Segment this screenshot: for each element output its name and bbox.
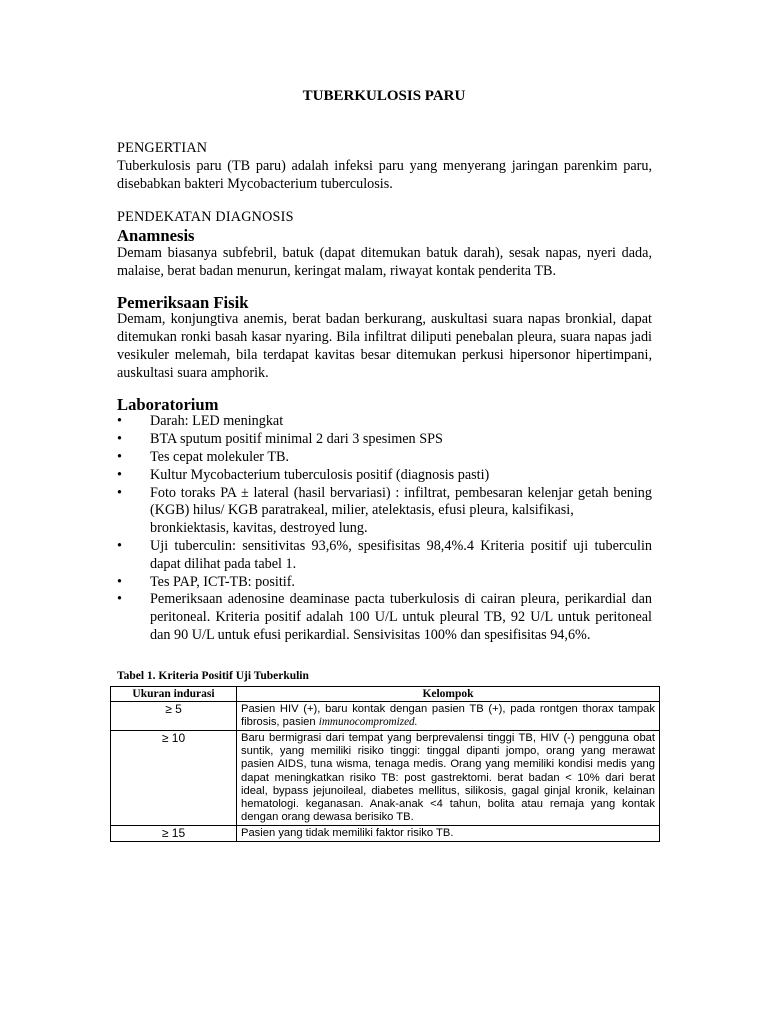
list-item-text: Darah: LED meningkat bbox=[150, 413, 284, 430]
cell-kelompok bbox=[237, 825, 660, 841]
bullet-icon: • bbox=[117, 448, 122, 465]
table-header-row bbox=[111, 687, 660, 702]
document-title: TUBERKULOSIS PARU bbox=[302, 88, 466, 104]
list-item-text: Tes cepat molekuler TB. bbox=[150, 448, 289, 465]
paragraph-anamnesis: Demam biasanya subfebril, batuk (dapat ditemukan batuk darah), sesak napas, nyeri dada, malaise, berat badan menurun, keringat malam, riwayat kontak penderita TB. bbox=[117, 244, 652, 279]
cell-kelompok-text: Baru bermigrasi dari tempat yang berprevalensi tinggi TB, HIV (-) pengguna obat suntik, yang memiliki risiko tinggi: tinggal dipanti jompo, orang yang merawat pasien AIDS, tuna wisma, tenaga medis. Orang yang memiliki kondisi medis yang dapat meningkatkan risiko TB: post gastrektomi. berat badan < 10% dari berat ideal, bypass jejunoileal, diabetes mellitus, silikosis, gagal ginjal kronik, kelainan hematologi. keganasan. Anak-anak <4 tahun, bolita atau remaja yang kontak dengan orang dewasa berisiko TB. bbox=[241, 732, 655, 823]
table-row bbox=[111, 702, 660, 731]
table-row bbox=[111, 825, 660, 841]
cell-kelompok-text: Pasien yang tidak memiliki faktor risiko TB. bbox=[241, 826, 454, 839]
cell-ukuran: ≥ 10 bbox=[111, 731, 237, 826]
laboratorium-list bbox=[117, 413, 652, 644]
bullet-icon: • bbox=[117, 573, 122, 590]
bullet-icon: • bbox=[117, 537, 122, 554]
bullet-icon: • bbox=[117, 484, 122, 501]
document-body bbox=[117, 140, 652, 645]
list-item bbox=[117, 591, 652, 644]
list-item-text: Tes PAP, ICT-TB: positif. bbox=[150, 573, 295, 590]
list-item-text: Pemeriksaan adenosine deaminase pacta tuberkulosis di cairan pleura, perikardial dan peritoneal. Kriteria positif adalah 100 U/L untuk pleural TB, 92 U/L untuk peritoneal dan 90 U/L untuk efusi perikardial. Sensivisitas 100% dan spesifisitas 94,6%. bbox=[150, 591, 652, 643]
list-item-text: Uji tuberculin: sensitivitas 93,6%, spesifisitas 98,4%.4 Kriteria positif uji tuberculin dapat dilihat pada tabel 1. bbox=[150, 537, 652, 572]
cell-ukuran: ≥ 5 bbox=[111, 702, 237, 731]
section-pendekatan-diagnosis bbox=[117, 209, 652, 644]
heading-anamnesis: Anamnesis bbox=[117, 226, 195, 246]
bullet-icon: • bbox=[117, 431, 122, 448]
list-item bbox=[117, 413, 652, 431]
cell-kelompok-italic-text: immunocompromized. bbox=[318, 716, 418, 729]
bullet-icon: • bbox=[117, 413, 122, 430]
section-pengertian bbox=[117, 140, 652, 193]
table-caption: Tabel 1. Kriteria Positif Uji Tuberkulin bbox=[117, 670, 309, 682]
heading-pengertian: PENGERTIAN bbox=[117, 140, 208, 156]
list-item-text: Kultur Mycobacterium tuberculosis positif (diagnosis pasti) bbox=[150, 466, 490, 483]
heading-pendekatan-diagnosis: PENDEKATAN DIAGNOSIS bbox=[117, 209, 294, 226]
heading-pemeriksaan-fisik: Pemeriksaan Fisik bbox=[117, 292, 249, 312]
paragraph-pengertian: Tuberkulosis paru (TB paru) adalah infeksi paru yang menyerang jaringan parenkim paru, disebabkan bakteri Mycobacterium tuberculosis. bbox=[117, 157, 652, 192]
list-item bbox=[117, 467, 652, 485]
cell-kelompok bbox=[237, 702, 660, 731]
column-header-ukuran-indurasi: Ukuran indurasi bbox=[111, 687, 237, 702]
list-item-continuation: bronkiektasis, kavitas, destroyed lung. bbox=[150, 520, 368, 537]
cell-kelompok-text: Pasien HIV (+), baru kontak dengan pasien TB (+), pada rontgen thorax tampak fibrosis, pasien bbox=[241, 703, 655, 729]
list-item-text: BTA sputum positif minimal 2 dari 3 spesimen SPS bbox=[150, 431, 443, 448]
paragraph-pemeriksaan-fisik: Demam, konjungtiva anemis, berat badan berkurang, auskultasi suara napas bronkial, dapat ditemukan ronki basah kasar nyaring. Bila infiltrat diliputi penebalan pleura, suara napas jadi vesikuler melemah, bila terdapat kavitas besar ditemukan perkusi hipersonor hipertimpani, auskultasi suara amphorik. bbox=[117, 311, 652, 381]
list-item bbox=[117, 431, 652, 449]
bullet-icon: • bbox=[117, 466, 122, 483]
list-item bbox=[117, 485, 652, 538]
tuberculin-criteria-table bbox=[110, 686, 660, 842]
heading-laboratorium: Laboratorium bbox=[117, 394, 219, 414]
cell-ukuran: ≥ 15 bbox=[111, 825, 237, 841]
bullet-icon: • bbox=[117, 591, 122, 608]
list-item-text: Foto toraks PA ± lateral (hasil bervariasi) : infiltrat, pembesaran kelenjar getah bening (KGB) hilus/ KGB paratrakeal, milier, atelektasis, efusi pleura, kalsifikasi, bbox=[150, 484, 652, 519]
list-item bbox=[117, 449, 652, 467]
list-item bbox=[117, 538, 652, 574]
table-row bbox=[111, 731, 660, 826]
column-header-kelompok: Kelompok bbox=[237, 687, 660, 702]
list-item bbox=[117, 574, 652, 592]
cell-kelompok bbox=[237, 731, 660, 826]
